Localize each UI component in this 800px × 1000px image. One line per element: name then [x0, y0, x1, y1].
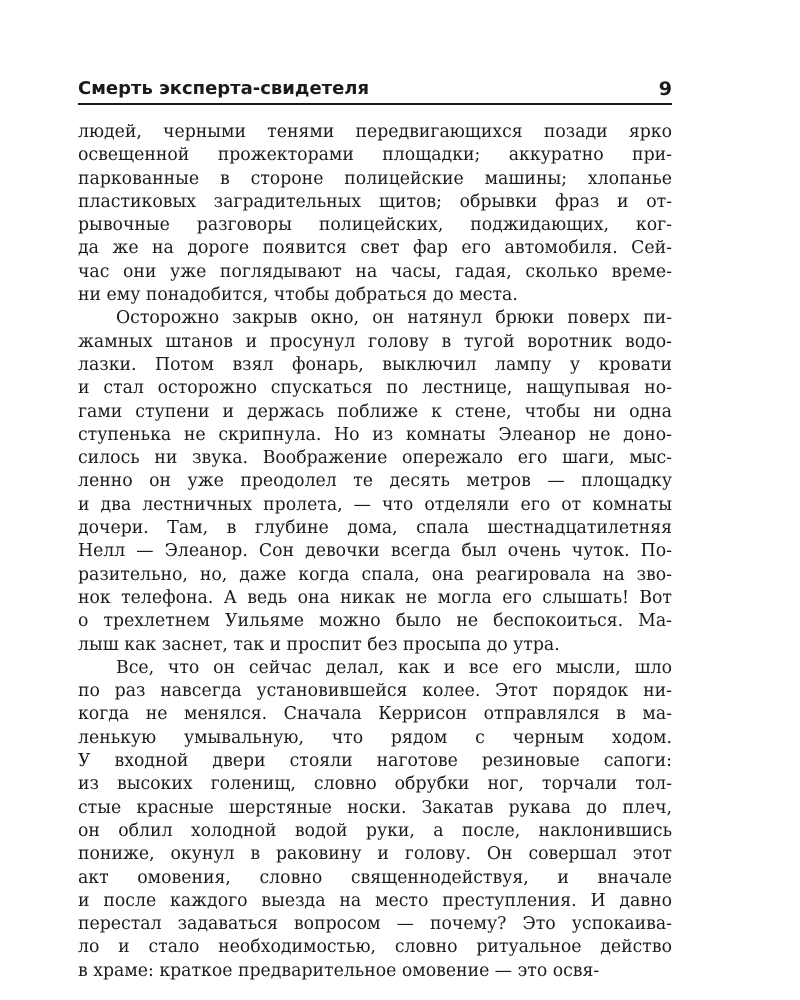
text-line: гами ступени и держась поближе к стене, чтобы ни одна: [78, 401, 672, 422]
text-line: жамных штанов и просунул голову в тугой воротник водо-: [78, 331, 672, 352]
text-line: Все, что он сейчас делал, как и все его мысли, шло: [116, 657, 672, 678]
text-line: пониже, окунул в раковину и голову. Он совершал этот: [78, 844, 672, 865]
text-line: ленно он уже преодолел те десять метров — площадку: [78, 471, 672, 492]
text-line: лыш как заснет, так и проспит без просыпа до утра.: [78, 634, 560, 655]
text-line: из высоких голенищ, словно обрубки ног, торчали тол-: [78, 774, 672, 795]
text-line: Осторожно закрыв окно, он натянул брюки поверх пи-: [116, 308, 672, 329]
text-line: ни ему понадобится, чтобы добраться до места.: [78, 285, 518, 306]
text-line: и два лестничных пролета, — что отделяли его от комнаты: [78, 494, 672, 515]
page-number: 9: [658, 78, 672, 100]
book-page: [78, 78, 672, 983]
text-line: рывочные разговоры полицейских, поджидающих, ког-: [78, 215, 672, 236]
running-head: [78, 78, 672, 105]
text-line: нок телефона. А ведь она никак не могла его слышать! Вот: [78, 587, 672, 608]
text-line: ступенька не скрипнула. Но из комнаты Элеанор не доно-: [78, 424, 672, 445]
body-text: [78, 121, 672, 983]
text-line: У входной двери стояли наготове резиновые сапоги:: [78, 751, 672, 772]
text-line: освещенной прожекторами площадки; аккуратно при-: [78, 145, 672, 166]
text-line: акт омовения, словно священнодействуя, и вначале: [78, 867, 672, 888]
text-line: по раз навсегда установившейся колее. Этот порядок ни-: [78, 681, 672, 702]
text-line: ленькую умывальную, что рядом с черным ходом.: [78, 727, 672, 748]
text-line: лазки. Потом взял фонарь, выключил лампу у кровати: [78, 354, 672, 375]
text-line: и стал осторожно спускаться по лестнице, нащупывая но-: [78, 378, 672, 399]
paragraph: [78, 657, 672, 983]
text-line: когда не менялся. Сначала Керрисон отправлялся в ма-: [78, 704, 672, 725]
paragraph: [78, 121, 672, 307]
text-line: о трехлетнем Уильяме можно было не беспокоиться. Ма-: [78, 611, 672, 632]
text-line: да же на дороге появится свет фар его автомобиля. Сей-: [78, 238, 672, 259]
text-line: разительно, но, даже когда спала, она реагировала на зво-: [78, 564, 672, 585]
text-line: и после каждого выезда на место преступления. И давно: [78, 890, 672, 911]
text-line: перестал задаваться вопросом — почему? Это успокаива-: [78, 914, 672, 935]
text-line: в храме: краткое предварительное омовение — это освя-: [78, 960, 600, 981]
text-line: паркованные в стороне полицейские машины; хлопанье: [78, 168, 672, 189]
text-line: людей, черными тенями передвигающихся позади ярко: [78, 122, 672, 142]
text-line: пластиковых заградительных щитов; обрывки фраз и от-: [78, 191, 672, 212]
text-line: силось ни звука. Воображение опережало его шаги, мыс-: [78, 448, 672, 469]
text-line: ло и стало необходимостью, словно ритуальное действо: [78, 937, 672, 958]
text-line: он облил холодной водой руки, а после, наклонившись: [78, 820, 672, 841]
chapter-title: Смерть эксперта-свидетеля: [78, 78, 370, 99]
text-line: Нелл — Элеанор. Сон девочки всегда был очень чуток. По-: [78, 541, 672, 562]
paragraph: [78, 307, 672, 656]
text-line: стые красные шерстяные носки. Закатав рукава до плеч,: [78, 797, 672, 818]
text-line: дочери. Там, в глубине дома, спала шестнадцатилетняя: [78, 518, 672, 539]
text-line: час они уже поглядывают на часы, гадая, сколько време-: [78, 261, 672, 282]
